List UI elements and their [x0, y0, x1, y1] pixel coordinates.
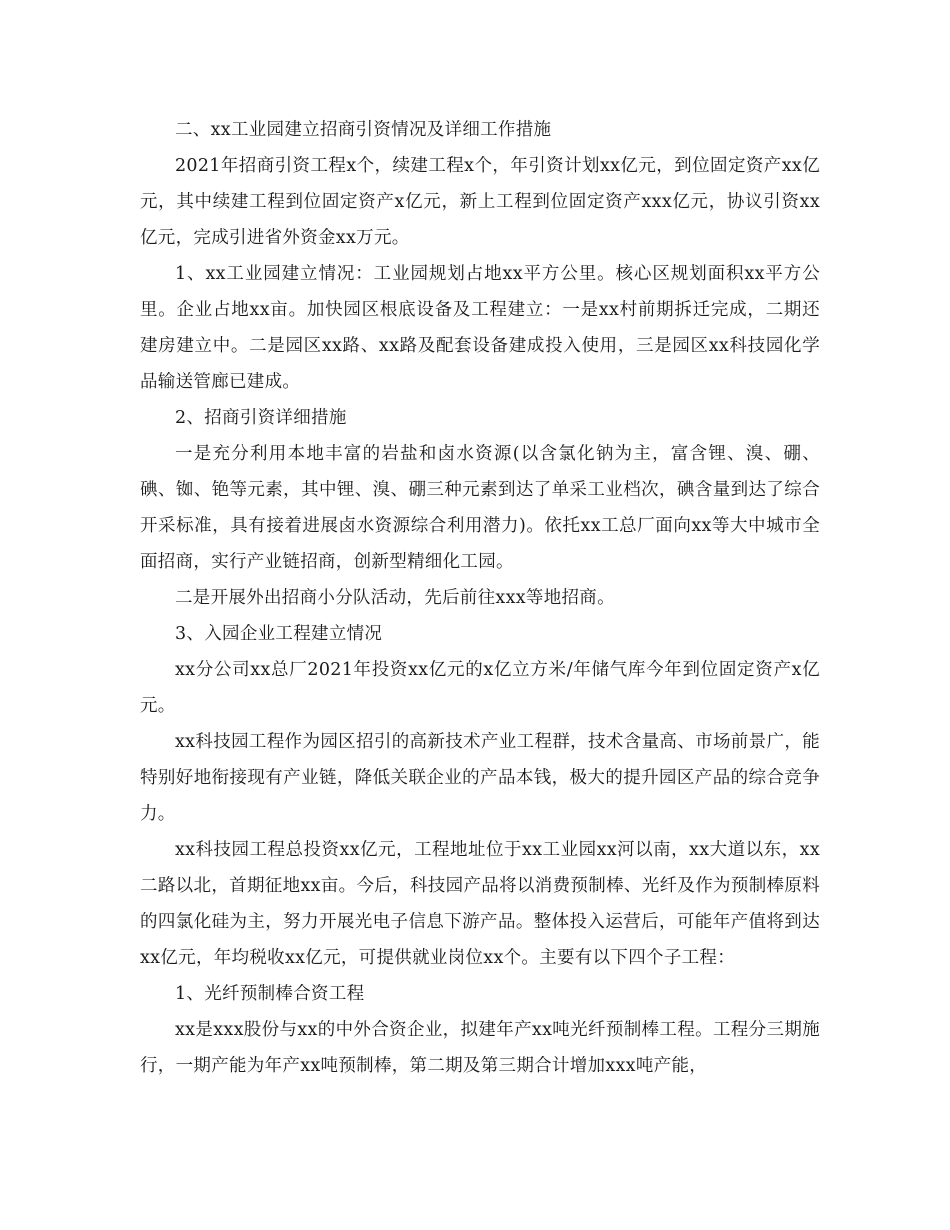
document-body	[140, 112, 820, 1084]
subsection-heading: 1、光纤预制棒合资工程	[175, 984, 365, 1004]
subsection-heading: 2、招商引资详细措施	[175, 408, 347, 428]
subsection-heading: 3、入园企业工程建立情况	[175, 624, 383, 644]
paragraph: 二是开展外出招商小分队活动，先后前往xxx等地招商。	[175, 588, 615, 608]
paragraph: xx分公司xx总厂2021年投资xx亿元的x亿立方米/年储气库今年到位固定资产x亿元。	[140, 660, 820, 716]
section-heading: 二、xx工业园建立招商引资情况及详细工作措施	[175, 120, 552, 140]
paragraph: xx科技园工程作为园区招引的高新技术产业工程群，技术含量高、市场前景广，能特别好地衔接现有产业链，降低关联企业的产品本钱，极大的提升园区产品的综合竞争力。	[140, 732, 820, 824]
paragraph: 1、xx工业园建立情况：工业园规划占地xx平方公里。核心区规划面积xx平方公里。企业占地xx亩。加快园区根底设备及工程建立：一是xx村前期拆迁完成，二期还建房建立中。二是园区xx路、xx路及配套设备建成投入使用，三是园区xx科技园化学品输送管廊已建成。	[140, 264, 820, 392]
paragraph: xx是xxx股份与xx的中外合资企业，拟建年产xx吨光纤预制棒工程。工程分三期施行，一期产能为年产xx吨预制棒，第二期及第三期合计增加xxx吨产能，	[140, 1020, 820, 1076]
paragraph: 2021年招商引资工程x个，续建工程x个，年引资计划xx亿元，到位固定资产xx亿元，其中续建工程到位固定资产x亿元，新上工程到位固定资产xxx亿元，协议引资xx亿元，完成引进省外资金xx万元。	[140, 156, 820, 248]
paragraph: xx科技园工程总投资xx亿元，工程地址位于xx工业园xx河以南，xx大道以东，xx二路以北，首期征地xx亩。今后，科技园产品将以消费预制棒、光纤及作为预制棒原料的四氯化硅为主，努力开展光电子信息下游产品。整体投入运营后，可能年产值将到达xx亿元，年均税收xx亿元，可提供就业岗位xx个。主要有以下四个子工程：	[140, 840, 820, 968]
paragraph: 一是充分利用本地丰富的岩盐和卤水资源(以含氯化钠为主，富含锂、溴、硼、碘、铷、铯等元素，其中锂、溴、硼三种元素到达了单采工业档次，碘含量到达了综合开采标准，具有接着进展卤水资源综合利用潜力)。依托xx工总厂面向xx等大中城市全面招商，实行产业链招商，创新型精细化工园。	[140, 444, 820, 572]
